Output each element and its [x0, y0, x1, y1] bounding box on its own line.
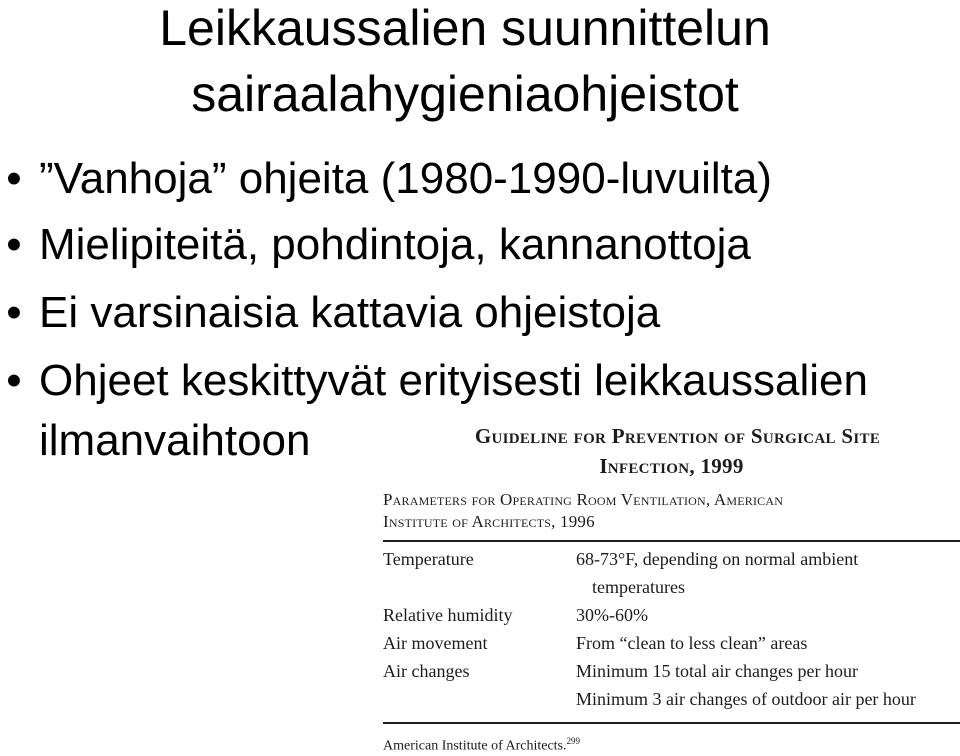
document-title-line-1: Guideline for Prevention of Surgical Site [474, 424, 881, 448]
bullet-icon: • [6, 154, 22, 203]
parameter-value: temperatures [592, 577, 685, 597]
parameter-label: Air changes [383, 661, 470, 681]
table-caption-line-2: Institute of Architects, 1996 [383, 512, 595, 531]
table-footnote [383, 736, 580, 755]
parameter-value: Minimum 15 total air changes per hour [576, 661, 858, 681]
table-bottom-rule [383, 722, 960, 724]
bullet-text: Ei varsinaisia kattavia ohjeistoja [39, 288, 661, 337]
bullet-text: ”Vanhoja” ohjeita (1980-1990-luvuilta) [39, 154, 772, 203]
parameter-label: Temperature [383, 549, 474, 569]
table-top-rule [383, 540, 960, 542]
bullet-icon: • [6, 356, 22, 405]
document-title-line-2: Infection, 1999 [599, 454, 744, 478]
parameter-value: Minimum 3 air changes of outdoor air per hour [576, 689, 916, 709]
table-caption-line-1: Parameters for Operating Room Ventilation, American [383, 490, 784, 509]
footnote-reference: 299 [566, 736, 580, 746]
parameter-label: Relative humidity [383, 605, 513, 625]
footnote-text: American Institute of Architects. [383, 738, 567, 754]
slide-title-line-2: sairaalahygieniaohjeistot [191, 66, 739, 122]
bullet-text-continuation: ilmanvaihtoon [39, 416, 311, 465]
parameter-value: From “clean to less clean” areas [576, 633, 808, 653]
bullet-text: Mielipiteitä, pohdintoja, kannanottoja [39, 220, 751, 269]
guideline-document-excerpt [383, 420, 960, 756]
parameter-value: 30%-60% [576, 605, 648, 625]
parameter-value: 68-73°F, depending on normal ambient [576, 549, 859, 569]
bullet-icon: • [6, 288, 22, 337]
slide-title-line-1: Leikkaussalien suunnittelun [159, 0, 771, 56]
parameter-label: Air movement [383, 633, 488, 653]
bullet-icon: • [6, 220, 22, 269]
bullet-text: Ohjeet keskittyvät erityisesti leikkaussalien [39, 356, 868, 405]
